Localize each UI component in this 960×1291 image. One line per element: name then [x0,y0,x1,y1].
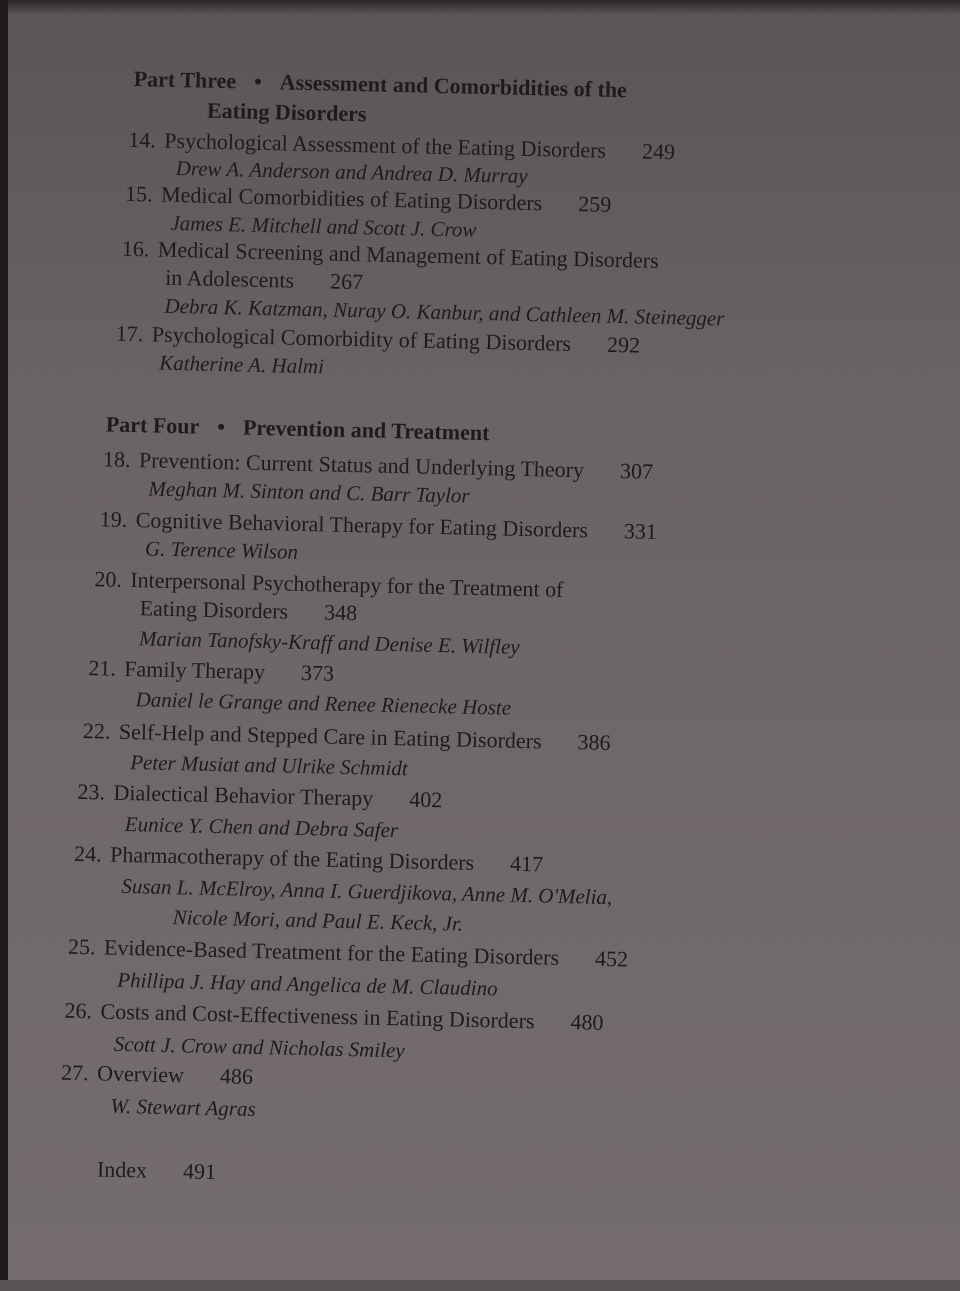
part-three-heading-line2 [207,96,367,130]
chapter-authors-continued: Nicole Mori, and Paul E. Keck, Jr. [172,905,464,936]
page-number: 402 [408,786,443,813]
bullet: • [217,413,226,440]
chapter-title: Interpersonal Psychotherapy for the Treatment of [130,567,564,602]
part-label: Part Three [133,66,237,94]
part-title: Prevention and Treatment [242,414,490,446]
part-four-heading [106,409,490,448]
page-number: 331 [623,518,658,544]
toc-entry [61,1059,253,1091]
toc-entry [77,778,442,814]
page-number: 307 [619,458,654,484]
chapter-authors: G. Terence Wilson [144,536,299,564]
chapter-authors: Susan L. McElroy, Anna I. Guerdjikova, Anne M. O'Melia, [121,873,613,910]
page-number: 486 [219,1063,254,1089]
page-number: 386 [577,729,611,755]
page-number: 417 [509,850,544,877]
page-number: 373 [300,659,335,686]
chapter-number: 27. [60,1059,89,1086]
chapter-title: Family Therapy [124,655,266,685]
page-number: 452 [594,945,629,972]
page-number: 480 [570,1009,604,1035]
chapter-title: Costs and Cost-Effectiveness in Eating Disorders [100,998,535,1034]
chapter-number: 19. [99,506,128,532]
chapter-authors: Drew A. Anderson and Andrea D. Murray [175,155,528,188]
chapter-title: Medical Comorbidities of Eating Disorders [160,181,543,216]
chapter-authors: Katherine A. Halmi [159,350,325,379]
chapter-authors: Daniel le Grange and Renee Rienecke Hoste [135,687,512,720]
chapter-number: 22. [82,718,111,744]
chapter-number: 16. [121,235,150,262]
chapter-title: Prevention: Current Status and Underlying Theory [138,447,585,483]
chapter-authors: James E. Mitchell and Scott J. Crow [170,210,477,242]
page-number: 259 [577,191,612,217]
toc-entry [88,654,334,688]
chapter-number: 18. [102,446,131,473]
chapter-authors: W. Stewart Agras [110,1093,256,1122]
chapter-title: Self-Help and Stepped Care in Eating Disorders [118,718,542,754]
page-number: 267 [329,268,364,295]
chapter-number: 14. [128,126,157,153]
chapter-number: 20. [94,566,123,592]
chapter-authors: Debra K. Katzman, Nuray O. Kanbur, and Cathleen M. Steinegger [164,293,725,331]
chapter-authors: Scott J. Crow and Nicholas Smiley [113,1031,405,1063]
chapter-number: 24. [73,840,102,867]
chapter-authors: Phillipa J. Hay and Angelica de M. Claudino [117,967,498,1001]
index-page-number: 491 [182,1158,217,1185]
index-label: Index [96,1156,148,1183]
index-entry [97,1155,217,1186]
part-title-continued: Eating Disorders [206,97,367,127]
chapter-title: Overview [96,1060,185,1088]
part-title: Assessment and Comorbidities of the [279,69,628,103]
page-number: 292 [606,331,641,358]
chapter-authors: Peter Musiat and Ulrike Schmidt [129,750,409,781]
chapter-title: Psychological Assessment of the Eating Disorders [164,127,607,163]
toc-entry-continued [139,594,357,627]
chapter-title: Evidence-Based Treatment for the Eating Disorders [103,934,560,970]
bullet: • [253,68,263,94]
chapter-title: Dialectical Behavior Therapy [113,779,374,811]
chapter-title: Cognitive Behavioral Therapy for Eating Disorders [135,507,589,543]
chapter-number: 17. [115,320,144,347]
chapter-number: 23. [77,778,106,805]
chapter-number: 15. [124,180,153,207]
part-label: Part Four [105,411,200,439]
chapter-authors: Eunice Y. Chen and Debra Safer [124,812,399,843]
page-number: 348 [323,599,358,626]
chapter-title: Pharmacotherapy of the Eating Disorders [109,841,475,875]
chapter-number: 26. [64,997,93,1024]
chapter-number: 25. [67,933,96,960]
chapter-number: 21. [88,655,117,681]
toc-entry-continued [165,264,364,296]
page-number: 249 [641,138,676,165]
chapter-title: Medical Screening and Management of Eating Disorders [157,236,659,273]
chapter-title-continued: Eating Disorders [139,595,289,624]
chapter-title: Psychological Comorbidity of Eating Disorders [151,321,572,356]
chapter-authors: Marian Tanofsky-Kraff and Denise E. Wilfley [138,626,520,659]
chapter-authors: Meghan M. Sinton and C. Barr Taylor [148,476,470,508]
chapter-title-continued: in Adolescents [164,264,295,293]
